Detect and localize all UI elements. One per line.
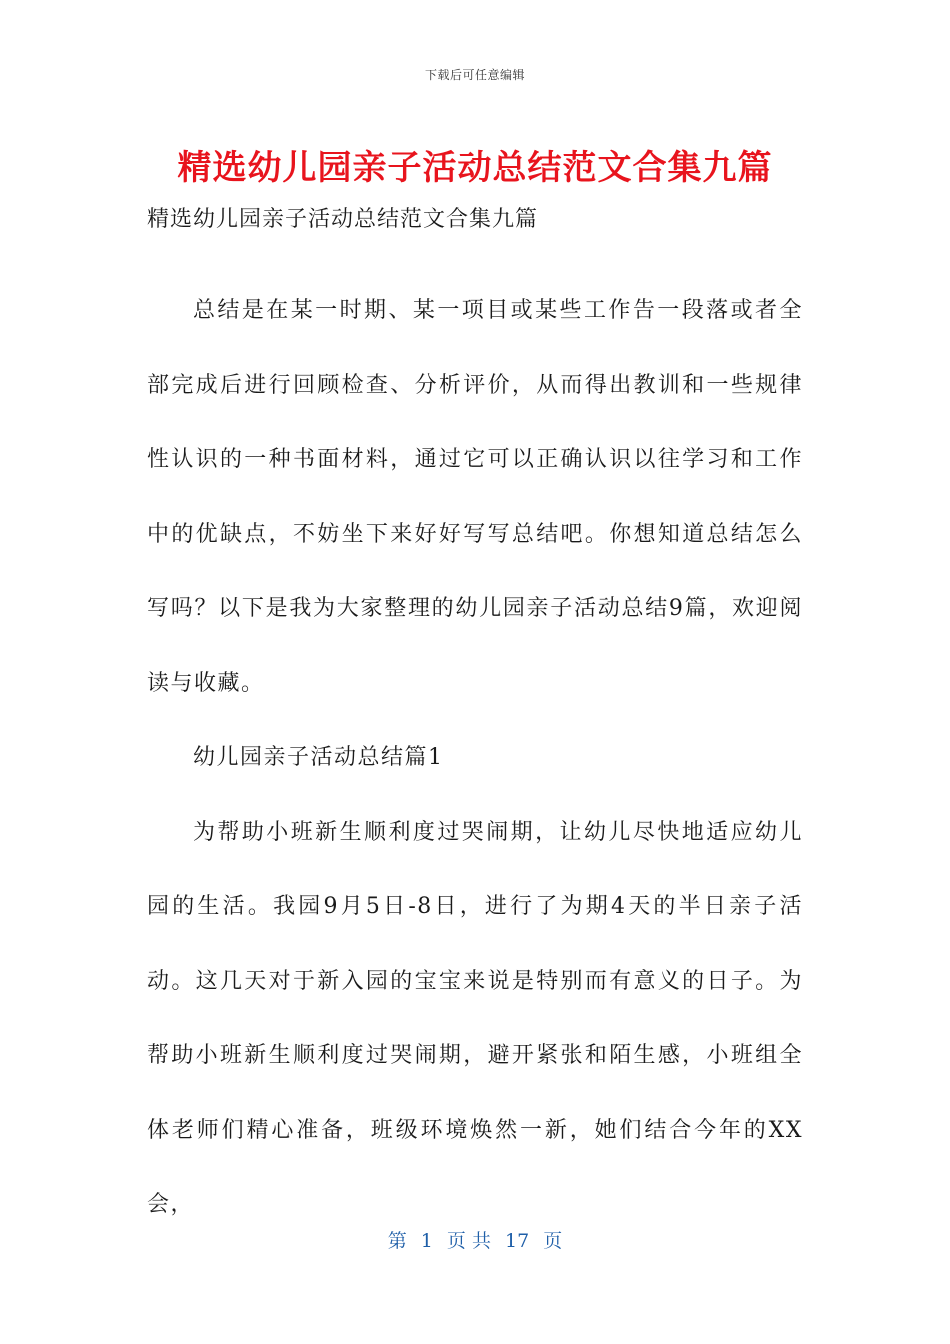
intro-paragraph: 总结是在某一时期、某一项目或某些工作告一段落或者全部完成后进行回顾检查、分析评价，从而得出教训和一些规律性认识的一种书面材料，通过它可以正确认识以往学习和工作中的优缺点，不妨坐下来好好写写总结吧。你想知道总结怎么写吗？以下是我为大家整理的幼儿园亲子活动总结9篇，欢迎阅读与收藏。 (147, 298, 803, 696)
document-body (147, 200, 803, 1243)
section-heading: 幼儿园亲子活动总结篇1 (193, 745, 444, 770)
page-footer (0, 1226, 950, 1253)
current-page-number: 1 (420, 1230, 433, 1252)
footer-prefix: 第 (387, 1230, 407, 1252)
header-note: 下载后可任意编辑 (424, 68, 525, 82)
footer-middle: 页 共 (446, 1230, 491, 1252)
section-paragraph: 为帮助小班新生顺利度过哭闹期，让幼儿尽快地适应幼儿园的生活。我园9月5日-8日，进行了为期4天的半日亲子活动。这几天对于新入园的宝宝来说是特别而有意义的日子。为帮助小班新生顺利度过哭闹期，避开紧张和陌生感，小班组全体老师们精心准备，班级环境焕然一新，她们结合今年的XX会， (147, 819, 803, 1217)
document-subtitle: 精选幼儿园亲子活动总结范文合集九篇 (147, 207, 539, 232)
total-pages: 17 (505, 1230, 530, 1252)
document-title: 精选幼儿园亲子活动总结范文合集九篇 (177, 148, 773, 188)
footer-suffix: 页 (543, 1230, 563, 1252)
